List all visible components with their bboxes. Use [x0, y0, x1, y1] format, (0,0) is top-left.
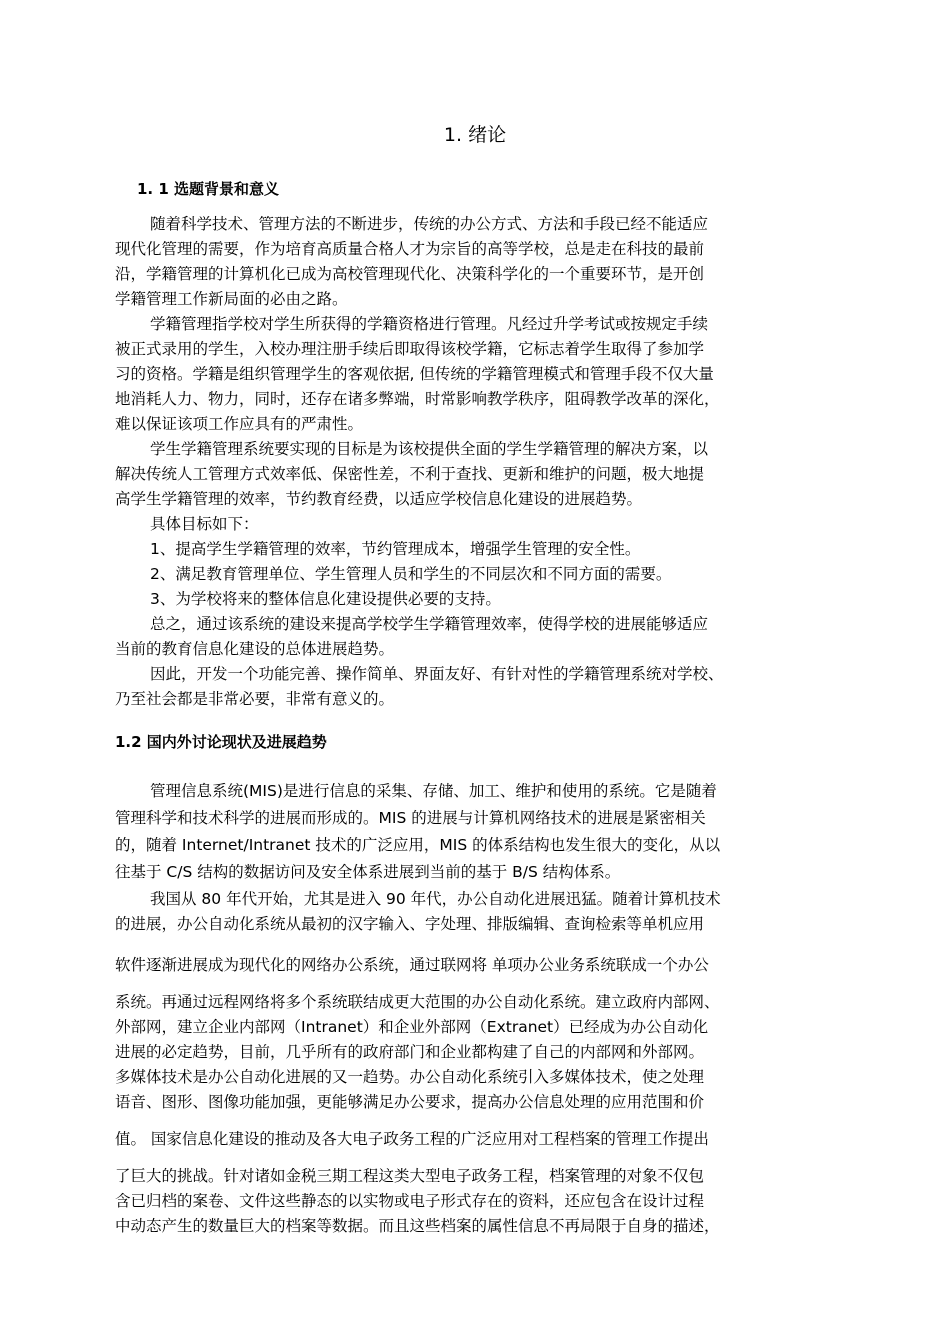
paragraph-line: 习的资格。学籍是组织管理学生的客观依据, 但传统的学籍管理模式和管理手段不仅大量: [115, 365, 714, 383]
paragraph-line: 解决传统人工管理方式效率低、保密性差，不利于查找、更新和维护的问题，极大地提: [115, 465, 705, 483]
section-heading-1-2: 1.2 国内外讨论现状及进展趋势: [115, 733, 327, 751]
paragraph-line: 往基于 C/S 结构的数据访问及安全体系进展到当前的基于 B/S 结构体系。: [115, 863, 621, 881]
paragraph-line: 高学生学籍管理的效率，节约教育经费，以适应学校信息化建设的进展趋势。: [115, 490, 643, 508]
paragraph-line: 系统。再通过远程网络将多个系统联结成更大范围的办公自动化系统。建立政府内部网、: [115, 993, 720, 1011]
paragraph-line: 多媒体技术是办公自动化进展的又一趋势。办公自动化系统引入多媒体技术，使之处理: [115, 1068, 705, 1086]
paragraph-line: 含已归档的案卷、文件这些静态的以实物或电子形式存在的资料，还应包含在设计过程: [115, 1192, 705, 1210]
paragraph-line: 值。 国家信息化建设的推动及各大电子政务工程的广泛应用对工程档案的管理工作提出: [115, 1130, 709, 1148]
paragraph-line: 学籍管理指学校对学生所获得的学籍资格进行管理。凡经过升学考试或按规定手续: [150, 315, 709, 333]
paragraph-line: 我国从 80 年代开始，尤其是进入 90 年代，办公自动化进展迅猛。随着计算机技术: [150, 890, 721, 908]
section-heading-1-1: 1. 1 选题背景和意义: [137, 180, 280, 198]
list-item: 1、提高学生学籍管理的效率，节约管理成本，增强学生管理的安全性。: [150, 540, 641, 558]
paragraph-line: 被正式录用的学生，入校办理注册手续后即取得该校学籍，它标志着学生取得了参加学: [115, 340, 705, 358]
paragraph-line: 沿，学籍管理的计算机化已成为高校管理现代化、决策科学化的一个重要环节，是开创: [115, 265, 705, 283]
paragraph-line: 难以保证该项工作应具有的严肃性。: [115, 415, 364, 433]
paragraph-line: 中动态产生的数量巨大的档案等数据。而且这些档案的属性信息不再局限于自身的描述，: [115, 1217, 720, 1235]
paragraph-line: 具体目标如下：: [150, 515, 259, 533]
paragraph-line: 了巨大的挑战。针对诸如金税三期工程这类大型电子政务工程，档案管理的对象不仅包: [115, 1167, 705, 1185]
list-item: 2、满足教育管理单位、学生管理人员和学生的不同层次和不同方面的需要。: [150, 565, 672, 583]
paragraph-line: 乃至社会都是非常必要，非常有意义的。: [115, 690, 395, 708]
paragraph-line: 学籍管理工作新局面的必由之路。: [115, 290, 348, 308]
paragraph-line: 现代化管理的需要，作为培育高质量合格人才为宗旨的高等学校，总是走在科技的最前: [115, 240, 705, 258]
list-item: 3、为学校将来的整体信息化建设提供必要的支持。: [150, 590, 501, 608]
chapter-title: 1. 绪论: [443, 124, 507, 146]
paragraph-line: 软件逐渐进展成为现代化的网络办公系统，通过联网将 单项办公业务系统联成一个办公: [115, 956, 709, 974]
paragraph-line: 的进展，办公自动化系统从最初的汉字输入、字处理、排版编辑、查询检索等单机应用: [115, 915, 705, 933]
paragraph-line: 语音、图形、图像功能加强，更能够满足办公要求，提高办公信息处理的应用范围和价: [115, 1093, 705, 1111]
paragraph-line: 的，随着 Internet/Intranet 技术的广泛应用，MIS 的体系结构也发生很大的变化，从以: [115, 836, 721, 854]
paragraph-line: 随着科学技术、管理方法的不断进步，传统的办公方式、方法和手段已经不能适应: [150, 215, 709, 233]
paragraph-line: 学生学籍管理系统要实现的目标是为该校提供全面的学生学籍管理的解决方案，以: [150, 440, 709, 458]
paragraph-line: 因此，开发一个功能完善、操作简单、界面友好、有针对性的学籍管理系统对学校、: [150, 665, 724, 683]
paragraph-line: 外部网，建立企业内部网（Intranet）和企业外部网（Extranet）已经成为办公自动化: [115, 1018, 709, 1036]
paragraph-line: 当前的教育信息化建设的总体进展趋势。: [115, 640, 395, 658]
paragraph-line: 管理信息系统(MIS)是进行信息的采集、存储、加工、维护和使用的系统。它是随着: [150, 782, 717, 800]
paragraph-line: 管理科学和技术科学的进展而形成的。MIS 的进展与计算机网络技术的进展是紧密相关: [115, 809, 706, 827]
paragraph-line: 地消耗人力、物力，同时，还存在诸多弊端，时常影响教学秩序，阻碍教学改革的深化，: [115, 390, 720, 408]
paragraph-line: 进展的必定趋势，目前，几乎所有的政府部门和企业都构建了自己的内部网和外部网。: [115, 1043, 705, 1061]
paragraph-line: 总之，通过该系统的建设来提高学校学生学籍管理效率，使得学校的进展能够适应: [150, 615, 709, 633]
